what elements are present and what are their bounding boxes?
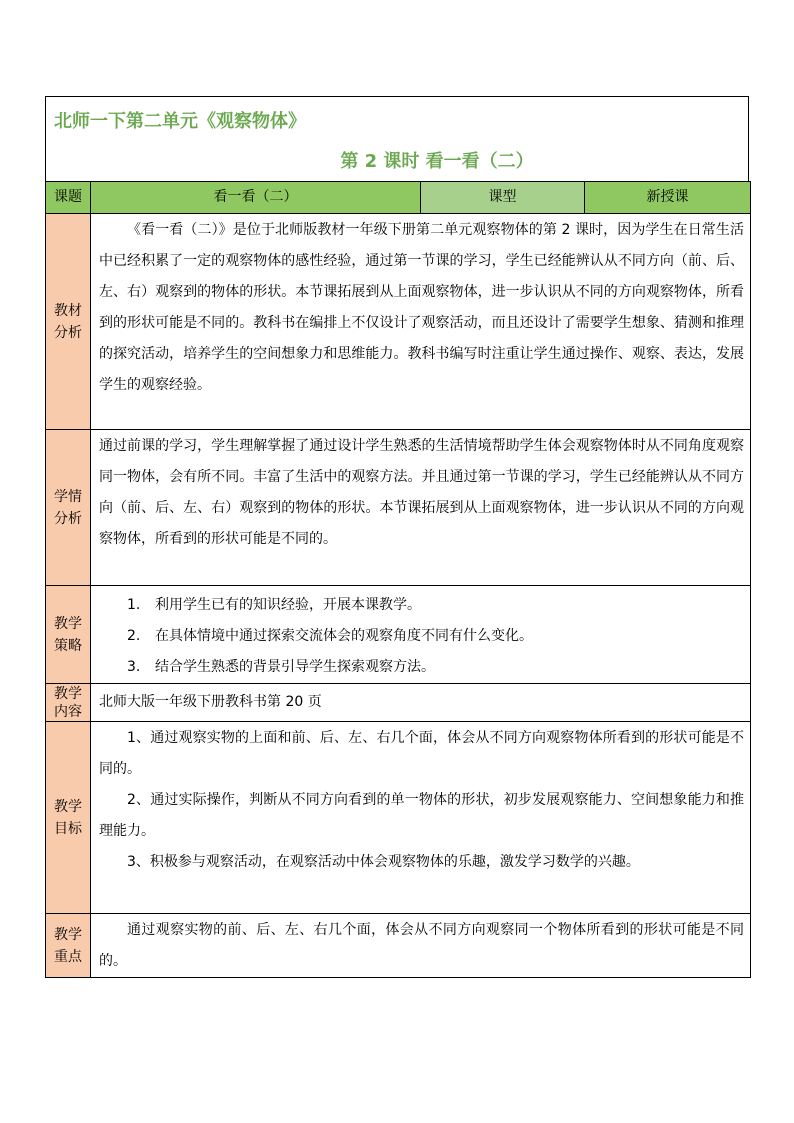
student-analysis-text: 通过前课的学习，学生理解掌握了通过设计学生熟悉的生活情境帮助学生体会观察物体时从不同角度观察同一物体，会有所不同。丰富了生活中的观察方法。并且通过第一节课的学习，学生已经能辨认从不同方向（前、后、左、右）观察到的物体的形状。本节课拓展到从上面观察物体，进一步认识从不同的方向观察物体，所看到的形状可能是不同的。 bbox=[99, 438, 744, 547]
key-points-label: 教学 重点 bbox=[46, 914, 91, 978]
teaching-strategy-cell bbox=[91, 586, 751, 684]
teaching-goals-label: 教学 目标 bbox=[46, 722, 91, 914]
teaching-content-row bbox=[46, 684, 751, 722]
type-label: 课型 bbox=[421, 182, 585, 214]
teaching-strategy-label: 教学 策略 bbox=[46, 586, 91, 684]
lesson-title: 第 2 课时 看一看（二） bbox=[340, 151, 534, 172]
teaching-content-text: 北师大版一年级下册教科书第 20 页 bbox=[99, 694, 322, 710]
type-value: 新授课 bbox=[585, 182, 751, 214]
list-item: 3. 结合学生熟悉的背景引导学生探索观察方法。 bbox=[127, 659, 435, 675]
teaching-goals-row bbox=[46, 722, 751, 914]
lesson-plan-document bbox=[45, 96, 749, 978]
title-block bbox=[45, 96, 749, 181]
student-analysis-label: 学情 分析 bbox=[46, 430, 91, 586]
goal-item: 3、积极参与观察活动，在观察活动中体会观察物体的乐趣，激发学习数学的兴趣。 bbox=[127, 854, 640, 870]
material-analysis-label: 教材 分析 bbox=[46, 214, 91, 430]
goal-item: 2、通过实际操作，判断从不同方向看到的单一物体的形状，初步发展观察能力、空间想象能力和推理能力。 bbox=[99, 792, 744, 839]
material-analysis-cell bbox=[91, 214, 751, 430]
student-analysis-row bbox=[46, 430, 751, 586]
student-analysis-cell bbox=[91, 430, 751, 586]
goal-item: 1、通过观察实物的上面和前、后、左、右几个面，体会从不同方向观察物体所看到的形状可能是不同的。 bbox=[99, 730, 744, 777]
key-points-cell bbox=[91, 914, 751, 978]
list-item: 2. 在具体情境中通过探索交流体会的观察角度不同有什么变化。 bbox=[127, 628, 533, 644]
teaching-strategy-row bbox=[46, 586, 751, 684]
teaching-goals-cell bbox=[91, 722, 751, 914]
material-analysis-text: 《看一看（二）》是位于北师版教材一年级下册第二单元观察物体的第 2 课时，因为学生在日常生活中已经积累了一定的观察物体的感性经验，通过第一节课的学习，学生已经能辨认从不同方向（前、后、左、右）观察到的物体的形状。本节课拓展到从上面观察物体，进一步认识从不同的方向观察物体，所看到的形状可能是不同的。教科书在编排上不仅设计了观察活动，而且还设计了需要学生想象、猜测和推理的探究活动，培养学生的空间想象力和思维能力。教科书编写时注重让学生通过操作、观察、表达，发展学生的观察经验。 bbox=[99, 222, 744, 393]
list-item: 1. 利用学生已有的知识经验，开展本课教学。 bbox=[127, 597, 421, 613]
topic-label: 课题 bbox=[46, 182, 91, 214]
material-analysis-row bbox=[46, 214, 751, 430]
unit-title: 北师一下第二单元《观察物体》 bbox=[54, 111, 306, 132]
key-points-row bbox=[46, 914, 751, 978]
teaching-strategy-list bbox=[91, 586, 750, 683]
teaching-content-label: 教学 内容 bbox=[46, 684, 91, 722]
teaching-content-cell bbox=[91, 684, 751, 722]
lesson-plan-table bbox=[45, 181, 751, 978]
topic-value: 看一看（二） bbox=[91, 182, 421, 214]
info-row bbox=[46, 182, 751, 214]
key-points-text: 通过观察实物的前、后、左、右几个面，体会从不同方向观察同一个物体所看到的形状可能是不同的。 bbox=[99, 922, 744, 969]
